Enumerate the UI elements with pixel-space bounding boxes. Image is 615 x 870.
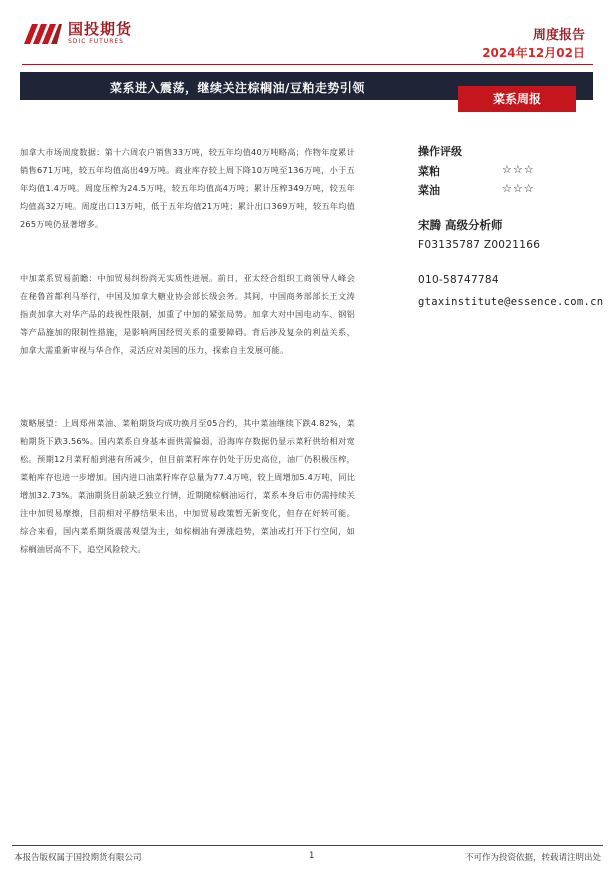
report-type: 周度报告 [532, 28, 585, 43]
page-number: 1 [309, 851, 315, 861]
paragraph-strategy: 策略展望：上周郑州菜油、菜粕期货均成功换月至05合约，其中菜油继续下跌4.82%，菜粕期货下跌3.56%。国内菜系自身基本面供需偏弱，沿海库存数据仍显示菜籽供给相对宽松。预期12月菜籽船到港有所减少，但目前菜籽库存仍处于历史高位，油厂仍积极压榨，菜粕库存也进一步增加。国内进口油菜籽库存总量为77.4万吨，较上周增加5.4万吨，同比增加32.73%。菜油期货目前缺乏独立行情，近期随棕榈油运行，菜系本身后市仍需持续关注中加贸易摩擦，目前相对平静结果未出，中加贸易政策暂无新变化，但存在好转可能。综合来看，国内菜系期货震荡观望为主，如棕榈油有弹涨趋势，菜油或打开下行空间，如棕榈油居高不下，追空风险较大。 [20, 418, 355, 554]
logo-mark-icon [22, 22, 62, 46]
rating-label: 菜油 [418, 184, 440, 197]
rating-label: 菜粕 [418, 165, 440, 178]
analyst-certificates: F03135787 Z0021166 [418, 239, 541, 251]
contact-email[interactable]: gtaxinstitute@essence.com.cn [418, 296, 604, 308]
footer-disclaimer: 不可作为投资依据，转载请注明出处 [464, 853, 601, 863]
paragraph-trade-outlook: 中加菜系贸易前瞻：中加贸易纠纷尚无实质性进展。前日，亚太经合组织工商领导人峰会在秘鲁首都利马举行，中国及加拿大糖业协会部长级会务。其间，中国商务部部长王文涛指责加拿大对华产品的歧视性限制，加重了中加的紧张局势。加拿大对中国电动车、钢铝等产品施加的限制性措施，是影响两国经贸关系的重要障碍。背后涉及复杂的利益关系，加拿大需重新审视与华合作，灵活应对美国的压力，探索自主发展可能。 [20, 273, 355, 355]
rating-row-oil [418, 182, 598, 200]
footer-copyright: 本报告版权属于国投期货有限公司 [14, 853, 142, 863]
footer-divider [12, 845, 603, 846]
analyst-name: 宋腾 高级分析师 [418, 218, 503, 232]
rating-stars-icon: ☆☆☆ [502, 182, 535, 195]
paragraph-market-data: 加拿大市场周度数据：第十六周农户销售33万吨，较五年均值40万吨略高；作物年度累计销售671万吨，较五年均值高出49万吨。商业库存较上周下降10万吨至136万吨，小于五年均值1.4万吨。周度压榨为24.5万吨，较五年均值高4万吨；累计压榨349万吨，较五年均值高32万吨。周度出口13万吨，低于五年均值21万吨；累计出口369万吨，较五年均值265万吨仍显著增多。 [20, 147, 355, 229]
rating-title: 操作评级 [418, 145, 462, 158]
logo-name-cn: 国投期货 [68, 20, 133, 38]
logo-name-en: SDIC FUTURES [68, 38, 124, 45]
report-date: 2024年12月02日 [482, 46, 585, 60]
rating-row-meal [418, 163, 598, 181]
report-header [0, 0, 615, 70]
report-title: 菜系进入震荡，继续关注棕榈油/豆粕走势引领 [110, 81, 365, 95]
rating-stars-icon: ☆☆☆ [502, 163, 535, 176]
contact-phone: 010-58747784 [418, 274, 499, 286]
header-divider [22, 64, 593, 65]
company-logo [22, 21, 132, 46]
report-tag: 菜系周报 [458, 86, 576, 112]
